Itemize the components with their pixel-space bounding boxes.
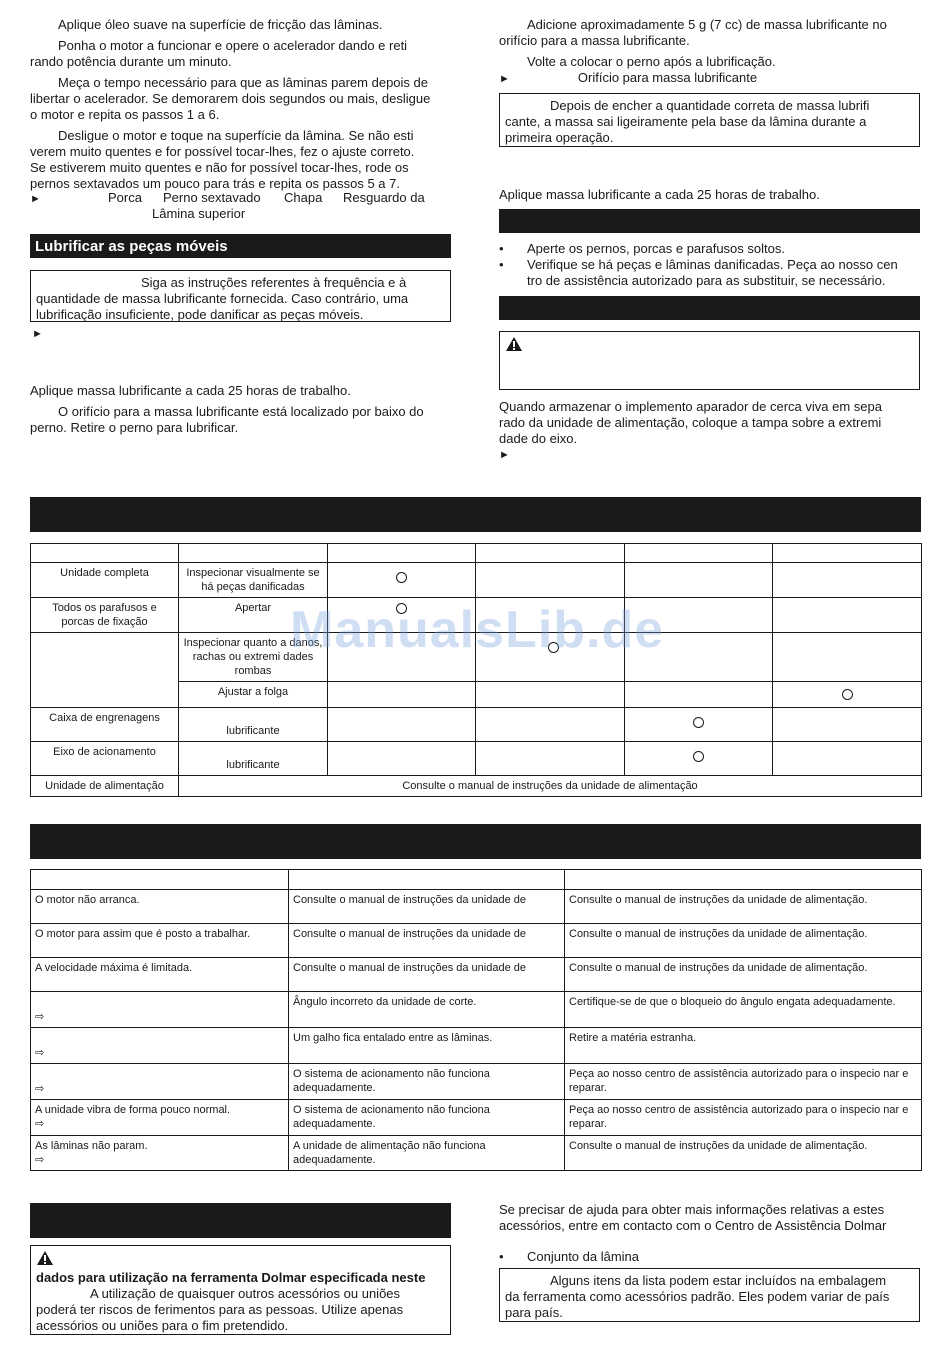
step-text: Ponha o motor a funcionar e opere o acelerador dando e reti <box>58 38 408 53</box>
left-text-block <box>30 17 455 192</box>
troubleshooting-table <box>30 869 922 1171</box>
table-row: O motor para assim que é posto a trabalhar. Consulte o manual de instruções da unidade de Consulte o manual de instruções da unidade de alimentação. <box>31 924 922 958</box>
circle-mark-icon <box>693 751 704 762</box>
step-text: libertar o acelerador. Se demorarem dois segundos ou mais, desligue <box>30 91 431 106</box>
fig-label: Lâmina superior <box>152 206 246 221</box>
section-heading-bar <box>499 296 920 320</box>
watermark: ManualsLib.de <box>290 601 665 659</box>
table-header-row <box>31 870 922 890</box>
table-row: Ajustar a folga <box>31 682 922 708</box>
list-item: • Conjunto da lâmina <box>499 1249 640 1264</box>
fig-label: Porca <box>108 190 142 205</box>
section-heading-bar <box>30 1203 451 1238</box>
warning-box <box>499 331 920 390</box>
section-heading-bar <box>30 497 921 532</box>
step-text: Adicione aproximadamente 5 g (7 cc) de massa lubrificante no <box>527 17 887 32</box>
fig-label: Perno sextavado <box>163 190 261 205</box>
section-heading: Lubrificar as peças móveis <box>30 234 451 258</box>
hollow-arrow-icon: ⇨ <box>35 1047 45 1059</box>
circle-mark-icon <box>396 572 407 583</box>
step-text: pernos sextavados um pouco para trás e repita os passos 5 a 7. <box>30 176 400 191</box>
circle-mark-icon <box>396 603 407 614</box>
arrow-right-icon: ► <box>32 328 43 340</box>
fig-label: Chapa <box>284 190 323 205</box>
table-row: Unidade de alimentação Consulte o manual de instruções da unidade de alimentação <box>31 776 922 797</box>
grease-interval: Aplique massa lubrificante a cada 25 horas de trabalho. <box>499 187 820 202</box>
hole-text: perno. Retire o perno para lubrificar. <box>30 420 239 435</box>
notice-text: quantidade de massa lubrificante fornecida. Caso contrário, uma <box>36 291 409 306</box>
left-lube-text <box>30 383 455 436</box>
step-text: orifício para a massa lubrificante. <box>499 33 690 48</box>
note-box <box>499 93 920 147</box>
step-text: Se estiverem muito quentes e não for possível tocar-lhes, rode os <box>30 160 409 175</box>
notice-text: Siga as instruções referentes à frequência e à <box>141 275 407 290</box>
note-text: Depois de encher a quantidade correta de massa lubrifi <box>550 98 870 113</box>
maintenance-table <box>30 543 922 797</box>
hollow-arrow-icon: ⇨ <box>35 1011 45 1023</box>
warning-text: poderá ter riscos de ferimentos para as pessoas. Utilize apenas <box>36 1302 404 1317</box>
right-text-block <box>499 17 924 87</box>
step-text: o motor e repita os passos 1 a 6. <box>30 107 220 122</box>
section-heading-bar <box>499 209 920 233</box>
note-text: Alguns itens da lista podem estar incluídos na embalagem <box>550 1273 887 1288</box>
fig-label: Resguardo da <box>343 190 425 205</box>
warning-triangle-icon <box>505 336 523 352</box>
note-text: primeira operação. <box>505 130 614 145</box>
step-text: verem muito quentes e for possível tocar-lhes, fez o ajuste correto. <box>30 144 415 159</box>
hollow-arrow-icon: ⇨ <box>35 1118 45 1130</box>
list-item: • Verifique se há peças e lâminas danificadas. Peça ao nosso cen tro de assistência autorizado para as substituir, se necessário. <box>499 257 898 288</box>
hollow-arrow-icon: ⇨ <box>35 1154 45 1166</box>
section-heading-bar <box>30 824 921 859</box>
warning-text: acessórios ou uniões para o fim pretendido. <box>36 1318 289 1333</box>
table-row: ⇨ Ângulo incorreto da unidade de corte. Certifique-se de que o bloqueio do ângulo engata adequadamente. <box>31 992 922 1028</box>
note-text: cante, a massa sai ligeiramente pela base da lâmina durante a <box>505 114 867 129</box>
step-text: Desligue o motor e toque na superfície da lâmina. Se não esti <box>58 128 414 143</box>
table-row: Inspecionar quanto a danos, rachas ou extremi dades rombas <box>31 633 922 682</box>
inspection-bullets <box>499 241 924 289</box>
step-text: rando potência durante um minuto. <box>30 54 232 69</box>
fig-label: Orifício para massa lubrificante <box>577 70 758 85</box>
list-item: • Aperte os pernos, porcas e parafusos soltos. <box>499 241 785 256</box>
notice-text: lubrificação insuficiente, pode danificar as peças móveis. <box>36 307 364 322</box>
notice-box <box>30 270 451 322</box>
step-text: Aplique óleo suave na superfície de fricção das lâminas. <box>58 17 383 32</box>
table-row: A unidade vibra de forma pouco normal. ⇨ O sistema de acionamento não funciona adequadamente. Peça ao nosso centro de assistência autorizado para o inspecio nar e reparar. <box>31 1100 922 1136</box>
arrow-right-icon: ► <box>499 73 510 85</box>
table-row: O motor não arranca. Consulte o manual de instruções da unidade de Consulte o manual de instruções da unidade de alimentação. <box>31 890 922 924</box>
table-row: As lâminas não param. ⇨ A unidade de alimentação não funciona adequadamente. Consulte o manual de instruções da unidade de alimentação. <box>31 1136 922 1171</box>
table-row: ⇨ Um galho fica entalado entre as lâminas. Retire a matéria estranha. <box>31 1028 922 1064</box>
accessories-help: Se precisar de ajuda para obter mais informações relativas a estes acessórios, entre em contacto com o Centro de Assistência Dolmar <box>499 1202 887 1233</box>
figure-labels <box>30 190 455 221</box>
table-header-row <box>31 544 922 563</box>
table-row: Todos os parafusos e porcas de fixação Apertar <box>31 598 922 633</box>
step-text: Volte a colocar o perno após a lubrificação. <box>527 54 776 69</box>
circle-mark-icon <box>548 642 559 653</box>
warning-text: A utilização de quaisquer outros acessórios ou uniões <box>90 1286 401 1301</box>
note-box <box>499 1268 920 1322</box>
arrow-right-icon: ► <box>499 449 510 461</box>
note-text: para país. <box>505 1305 563 1320</box>
warning-text: dados para utilização na ferramenta Dolmar especificada neste <box>36 1270 426 1285</box>
arrow-right-icon: ► <box>30 193 41 205</box>
storage-text: Quando armazenar o implemento aparador de cerca viva em sepa rado da unidade de alimentação, coloque a tampa sobre a extremi dade do eixo. ► <box>499 399 924 463</box>
table-row: Eixo de acionamento lubrificante <box>31 742 922 776</box>
table-row: Unidade completa Inspecionar visualmente se há peças danificadas <box>31 563 922 598</box>
warning-triangle-icon <box>36 1250 54 1266</box>
step-text: Meça o tempo necessário para que as lâminas parem depois de <box>58 75 428 90</box>
hole-text: O orifício para a massa lubrificante está localizado por baixo do <box>58 404 424 419</box>
note-text: da ferramenta como acessórios padrão. Eles podem variar de país <box>505 1289 890 1304</box>
warning-box <box>30 1245 451 1335</box>
circle-mark-icon <box>693 717 704 728</box>
table-row: Caixa de engrenagens lubrificante <box>31 708 922 742</box>
table-row: A velocidade máxima é limitada. Consulte o manual de instruções da unidade de Consulte o manual de instruções da unidade de alimentação. <box>31 958 922 992</box>
grease-interval: Aplique massa lubrificante a cada 25 horas de trabalho. <box>30 383 351 398</box>
table-row: ⇨ O sistema de acionamento não funciona adequadamente. Peça ao nosso centro de assistência autorizado para o inspecio nar e reparar. <box>31 1064 922 1100</box>
hollow-arrow-icon: ⇨ <box>35 1083 45 1095</box>
circle-mark-icon <box>842 689 853 700</box>
